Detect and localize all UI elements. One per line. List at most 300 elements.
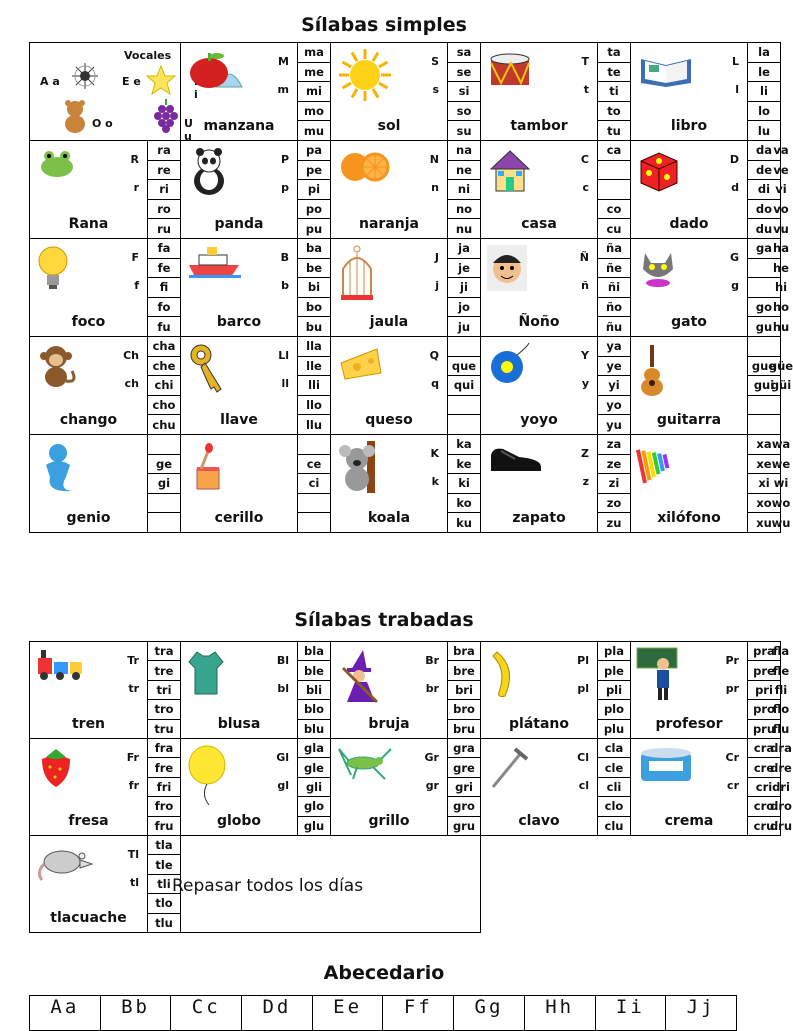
syllable: co xyxy=(598,200,630,220)
syllable: pru xyxy=(752,721,776,736)
syllable: nu xyxy=(455,221,473,236)
syllable: cro xyxy=(748,797,780,816)
syllable: mi xyxy=(298,82,330,102)
syllable: ne xyxy=(448,161,480,181)
syllable: bru xyxy=(452,721,476,736)
word-label: libro xyxy=(670,118,708,134)
syllable: glo xyxy=(298,797,330,816)
uppercase-letter: Tl xyxy=(127,848,139,861)
table-row: Ch ch chango cha che chi cho chu Ll ll llave lla lle lli llo llu Q q queso que qui Y y yoyo ya ye yi yo yu guitarra gue gui güe güi xyxy=(30,337,781,435)
syllable: jo xyxy=(448,298,480,318)
picture-cell xyxy=(331,642,447,738)
word-label: casa xyxy=(521,216,557,232)
syllable-column xyxy=(298,43,330,140)
uppercase-letter: Cr xyxy=(725,751,739,764)
table-row xyxy=(30,836,781,933)
syllable: lle xyxy=(298,357,330,377)
word-label: sol xyxy=(377,118,401,134)
uppercase-letter: M xyxy=(278,55,289,68)
picture-cell xyxy=(331,739,447,835)
syllable: ña xyxy=(598,239,630,259)
train-icon xyxy=(36,648,84,686)
uppercase-letter: Z xyxy=(581,447,589,460)
picture-cell xyxy=(631,43,747,140)
frog-icon xyxy=(36,147,78,185)
xylophone-icon xyxy=(637,441,669,489)
sun-icon xyxy=(337,49,393,105)
table-row: R r Rana ra re ri ro ru P p panda pa pe pi po pu N n naranja na ne ni no nu C c casa ca co cu D d dado da de di do du va ve vi vo vu xyxy=(30,141,781,239)
picture-cell xyxy=(331,43,447,140)
alphabet-letter: Jj xyxy=(666,996,737,1031)
syllable: ci xyxy=(298,474,330,494)
syllable: pi xyxy=(298,180,330,200)
syllable: ti xyxy=(598,82,630,102)
lowercase-letter: br xyxy=(425,682,439,695)
word-label: fresa xyxy=(68,813,109,829)
title-abc: Abecedario xyxy=(323,962,445,984)
syllable: tla xyxy=(148,836,180,855)
syllable-column xyxy=(748,43,780,140)
uppercase-letter: G xyxy=(729,251,739,264)
syllable-column xyxy=(598,141,630,238)
word-label: profesor xyxy=(655,716,723,732)
word-label: globo xyxy=(216,813,262,829)
syllable: sa xyxy=(448,43,480,63)
syllable-column xyxy=(148,141,180,238)
uppercase-letter: Pr xyxy=(725,654,739,667)
title-simple: Sílabas simples xyxy=(301,14,467,36)
syllable-column xyxy=(298,141,330,238)
lowercase-letter: b xyxy=(281,279,289,292)
table-row: genio ge gi cerillo ce ci K k koala ka ke ki ko ku Z z zapato za ze zi zo zu xilófono xa xe xi xo xu wa we wi wo wu xyxy=(30,435,781,533)
compound-syllables-table xyxy=(29,641,793,933)
syllable: cru xyxy=(753,818,775,833)
picture-cell xyxy=(181,642,297,738)
syllable: na xyxy=(448,141,480,161)
syllable: cha xyxy=(148,337,180,357)
syllable: llu xyxy=(305,417,323,432)
syllable: to xyxy=(598,102,630,122)
picture-cell xyxy=(181,141,297,238)
uppercase-letter: Ch xyxy=(123,349,139,362)
uppercase-letter: Gl xyxy=(276,751,289,764)
syllable: du xyxy=(755,221,773,236)
lowercase-letter: gr xyxy=(425,779,439,792)
syllable: ge xyxy=(148,455,180,475)
cream-icon xyxy=(637,745,695,789)
syllable xyxy=(298,494,330,514)
syllable: ño xyxy=(598,298,630,318)
syllable: ki xyxy=(448,474,480,494)
spider-icon xyxy=(70,61,100,95)
yoyo-icon xyxy=(487,343,531,391)
syllable: gi xyxy=(148,474,180,494)
lowercase-letter: m xyxy=(277,83,289,96)
syllable: pra xyxy=(748,642,780,661)
syllable-column xyxy=(298,239,330,336)
opossum-icon xyxy=(36,842,94,886)
syllable-column xyxy=(148,239,180,336)
banana-icon xyxy=(487,648,517,704)
vowels-cell xyxy=(30,43,198,143)
lowercase-letter: cr xyxy=(727,779,739,792)
cat-icon xyxy=(637,245,679,293)
syllable: pa xyxy=(298,141,330,161)
syllable: yo xyxy=(598,396,630,416)
syllable: gle xyxy=(298,758,330,777)
syllable: cri xyxy=(748,778,780,797)
lowercase-letter: s xyxy=(432,83,439,96)
uppercase-letter: Tr xyxy=(127,654,139,667)
lowercase-letter: c xyxy=(582,181,589,194)
uppercase-letter: N xyxy=(429,153,439,166)
word-label: barco xyxy=(216,314,262,330)
syllable: pla xyxy=(598,642,630,661)
syllable: xu xyxy=(756,515,772,530)
syllable: pre xyxy=(748,661,780,680)
uppercase-letter: J xyxy=(434,251,439,264)
word-label: plátano xyxy=(509,716,569,732)
syllable: tlo xyxy=(148,894,180,913)
syllable: fa xyxy=(148,239,180,259)
syllable-column xyxy=(598,642,630,738)
grapes-icon xyxy=(154,99,178,137)
picture-cell xyxy=(30,836,147,932)
syllable: lli xyxy=(298,376,330,396)
syllable: ru xyxy=(157,221,171,236)
syllable xyxy=(748,337,780,357)
picture-cell xyxy=(631,141,747,238)
syllable: re xyxy=(148,161,180,181)
lowercase-letter: z xyxy=(582,475,589,488)
syllable: xa xyxy=(748,435,780,455)
picture-cell xyxy=(181,739,297,835)
book-icon xyxy=(637,49,695,93)
syllable: gro xyxy=(448,797,480,816)
syllable: xe xyxy=(748,455,780,475)
uppercase-letter: Fr xyxy=(126,751,139,764)
word-label: chango xyxy=(59,412,118,428)
lowercase-letter: fr xyxy=(128,779,139,792)
uppercase-letter: D xyxy=(729,153,739,166)
syllable: cle xyxy=(598,758,630,777)
syllable: bro xyxy=(448,700,480,719)
syllable: ro xyxy=(148,200,180,220)
syllable: su xyxy=(456,123,472,138)
syllable: mu xyxy=(303,123,325,138)
word-label: queso xyxy=(365,412,413,428)
uppercase-letter: Pl xyxy=(577,654,589,667)
syllable: fru xyxy=(154,818,174,833)
syllable: lo xyxy=(748,102,780,122)
syllable: ple xyxy=(598,661,630,680)
word-label: tlacuache xyxy=(50,910,127,926)
uppercase-letter: F xyxy=(131,251,139,264)
syllable xyxy=(748,396,780,416)
syllable: ri xyxy=(148,180,180,200)
syllable xyxy=(298,513,330,532)
syllable: fo xyxy=(148,298,180,318)
vowel-e: E e xyxy=(122,75,141,88)
syllable: be xyxy=(298,259,330,279)
word-label: xilófono xyxy=(657,510,721,526)
vowel-o: O o xyxy=(92,117,113,130)
orange-icon xyxy=(337,147,393,187)
syllable: fri xyxy=(148,778,180,797)
lowercase-letter: d xyxy=(731,181,739,194)
syllable: fre xyxy=(148,758,180,777)
alphabet-letter: Ii xyxy=(595,996,666,1031)
syllable: fra xyxy=(148,739,180,758)
syllable: zi xyxy=(598,474,630,494)
table-row: Fr fr fresa fra fre fri fro fru Gl gl globo gla gle gli glo glu Gr gr grillo gra gre gri gro gru Cl cl clavo cla cle cli clo clu Cr cr crema cra cre cri cro cru dra dre dri dro dru xyxy=(30,739,781,836)
syllable: gri xyxy=(448,778,480,797)
syllable-column xyxy=(148,642,180,738)
syllable: lu xyxy=(757,123,771,138)
syllable: li xyxy=(748,82,780,102)
syllable: ble xyxy=(298,661,330,680)
word-label: koala xyxy=(367,510,411,526)
syllable: ñe xyxy=(598,259,630,279)
syllable-column xyxy=(148,337,180,434)
syllable xyxy=(148,513,180,532)
syllable: cu xyxy=(606,221,622,236)
alphabet-letter: Gg xyxy=(454,996,525,1031)
picture-cell xyxy=(30,739,147,835)
word-label: foco xyxy=(71,314,106,330)
koala-icon xyxy=(337,441,387,497)
uppercase-letter: R xyxy=(130,153,139,166)
picture-cell xyxy=(331,435,447,532)
key-icon xyxy=(187,343,227,401)
syllable: llo xyxy=(298,396,330,416)
syllable: xi xyxy=(748,474,780,494)
bear-icon xyxy=(60,99,90,137)
syllable: no xyxy=(448,200,480,220)
lowercase-letter: pr xyxy=(725,682,739,695)
drum-icon xyxy=(487,49,533,93)
syllable: ce xyxy=(298,455,330,475)
word-label: grillo xyxy=(368,813,410,829)
lowercase-letter: ll xyxy=(281,377,289,390)
lowercase-letter: tr xyxy=(128,682,139,695)
picture-cell xyxy=(481,43,597,140)
table-row: F f foco fa fe fi fo fu B b barco ba be bi bo bu J j jaula ja je ji jo ju Ñ ñ Ñoño ña ñe ñi ño ñu G g gato ga go gu ha he hi ho hu xyxy=(30,239,781,337)
table-row xyxy=(30,43,781,141)
picture-cell xyxy=(181,43,297,140)
picture-cell xyxy=(481,642,597,738)
syllable: que xyxy=(448,357,480,377)
picture-cell xyxy=(331,141,447,238)
syllable: ko xyxy=(448,494,480,514)
syllable: bi xyxy=(298,278,330,298)
match-icon xyxy=(187,441,223,497)
word-label: crema xyxy=(664,813,714,829)
syllable: fe xyxy=(148,259,180,279)
word-label: clavo xyxy=(518,813,560,829)
lowercase-letter: p xyxy=(281,181,289,194)
syllable-column xyxy=(598,337,630,434)
syllable: ra xyxy=(148,141,180,161)
syllable: chi xyxy=(148,376,180,396)
syllable: la xyxy=(748,43,780,63)
syllable: tle xyxy=(148,855,180,874)
syllable: le xyxy=(748,63,780,83)
title-compound: Sílabas trabadas xyxy=(294,609,474,631)
witch-icon xyxy=(337,648,383,708)
syllable-column xyxy=(148,739,180,835)
monkey-icon xyxy=(36,343,80,393)
blouse-icon xyxy=(187,648,225,702)
alphabet-table xyxy=(29,995,737,1031)
word-label: panda xyxy=(214,216,264,232)
apple-icon xyxy=(187,49,233,93)
picture-cell xyxy=(481,337,597,434)
uppercase-letter: Bl xyxy=(276,654,289,667)
syllable: gue xyxy=(748,357,780,377)
word-label: jaula xyxy=(369,314,409,330)
syllable: ba xyxy=(298,239,330,259)
syllable: ka xyxy=(448,435,480,455)
uppercase-letter: Q xyxy=(429,349,439,362)
picture-cell xyxy=(331,337,447,434)
word-label: llave xyxy=(220,412,258,428)
uppercase-letter: C xyxy=(580,153,589,166)
syllable: bu xyxy=(305,319,323,334)
picture-cell xyxy=(631,239,747,336)
syllable: ca xyxy=(598,141,630,161)
lowercase-letter: bl xyxy=(277,682,289,695)
syllable: mo xyxy=(298,102,330,122)
syllable: me xyxy=(298,63,330,83)
syllable: bri xyxy=(448,681,480,700)
teacher-icon xyxy=(637,648,681,704)
alphabet-letter: Hh xyxy=(524,996,595,1031)
syllable: te xyxy=(598,63,630,83)
alphabet-letter: Aa xyxy=(30,996,101,1031)
vowel-i: i xyxy=(194,88,198,101)
face-icon xyxy=(487,245,527,295)
uppercase-letter: Br xyxy=(425,654,439,667)
syllable: tra xyxy=(148,642,180,661)
picture-cell xyxy=(631,337,747,434)
alphabet-letter: Cc xyxy=(171,996,242,1031)
syllable: do xyxy=(748,200,780,220)
strawberry-icon xyxy=(36,745,76,793)
lowercase-letter: pl xyxy=(577,682,589,695)
lowercase-letter: t xyxy=(583,83,589,96)
syllable: da xyxy=(748,141,780,161)
dice-icon xyxy=(637,147,681,197)
word-label: genio xyxy=(66,510,111,526)
syllable-column xyxy=(448,739,480,835)
syllable: gre xyxy=(448,758,480,777)
uppercase-letter: P xyxy=(280,153,289,166)
syllable: bla xyxy=(298,642,330,661)
picture-cell xyxy=(30,337,147,434)
lowercase-letter: f xyxy=(134,279,139,292)
cheese-icon xyxy=(337,343,385,387)
syllable: pu xyxy=(305,221,323,236)
picture-cell xyxy=(631,435,747,532)
syllable: za xyxy=(598,435,630,455)
word-label: dado xyxy=(669,216,709,232)
syllable-column xyxy=(448,239,480,336)
syllable xyxy=(148,494,180,514)
syllable: cho xyxy=(148,396,180,416)
lowercase-letter: tl xyxy=(129,876,139,889)
syllable: ji xyxy=(448,278,480,298)
picture-cell xyxy=(181,239,297,336)
syllable: lla xyxy=(298,337,330,357)
syllable: de xyxy=(748,161,780,181)
syllable: tre xyxy=(148,661,180,680)
nail-icon xyxy=(487,745,529,795)
lowercase-letter: ch xyxy=(124,377,139,390)
word-label: yoyo xyxy=(520,412,558,428)
lowercase-letter: g xyxy=(731,279,739,292)
syllable: ke xyxy=(448,455,480,475)
uppercase-letter: Ñ xyxy=(579,251,589,264)
syllable xyxy=(148,435,180,455)
syllable: ja xyxy=(448,239,480,259)
picture-cell xyxy=(181,435,297,532)
picture-cell xyxy=(631,642,747,738)
syllable-column xyxy=(448,435,480,532)
picture-cell xyxy=(631,739,747,835)
syllable-column xyxy=(448,43,480,140)
uppercase-letter: Ll xyxy=(278,349,289,362)
syllable-column xyxy=(298,337,330,434)
syllable-column xyxy=(448,642,480,738)
syllable: yi xyxy=(598,376,630,396)
vowel-u: U u xyxy=(184,117,193,143)
alphabet-letter: Ee xyxy=(312,996,383,1031)
syllable xyxy=(448,337,480,357)
syllable: se xyxy=(448,63,480,83)
syllable-column xyxy=(598,43,630,140)
word-label: bruja xyxy=(368,716,410,732)
syllable: so xyxy=(448,102,480,122)
syllable: yu xyxy=(606,417,622,432)
syllable-column xyxy=(598,239,630,336)
syllable: che xyxy=(148,357,180,377)
syllable: clo xyxy=(598,797,630,816)
syllable: tro xyxy=(148,700,180,719)
syllable: zo xyxy=(598,494,630,514)
syllable: fu xyxy=(157,319,171,334)
lowercase-letter: q xyxy=(431,377,439,390)
syllable: bli xyxy=(298,681,330,700)
syllable: je xyxy=(448,259,480,279)
picture-cell xyxy=(30,141,147,238)
simple-syllables-table xyxy=(29,42,793,533)
syllable: ñu xyxy=(605,319,623,334)
syllable: pe xyxy=(298,161,330,181)
picture-cell xyxy=(30,239,147,336)
syllable: xo xyxy=(748,494,780,514)
vowel-a: A a xyxy=(40,75,60,88)
syllable: gru xyxy=(452,818,476,833)
picture-cell xyxy=(481,435,597,532)
house-icon xyxy=(487,147,533,197)
word-label: blusa xyxy=(217,716,261,732)
syllable: blo xyxy=(298,700,330,719)
syllable: ya xyxy=(598,337,630,357)
syllable: po xyxy=(298,200,330,220)
syllable: si xyxy=(448,82,480,102)
syllable: tu xyxy=(607,123,621,138)
